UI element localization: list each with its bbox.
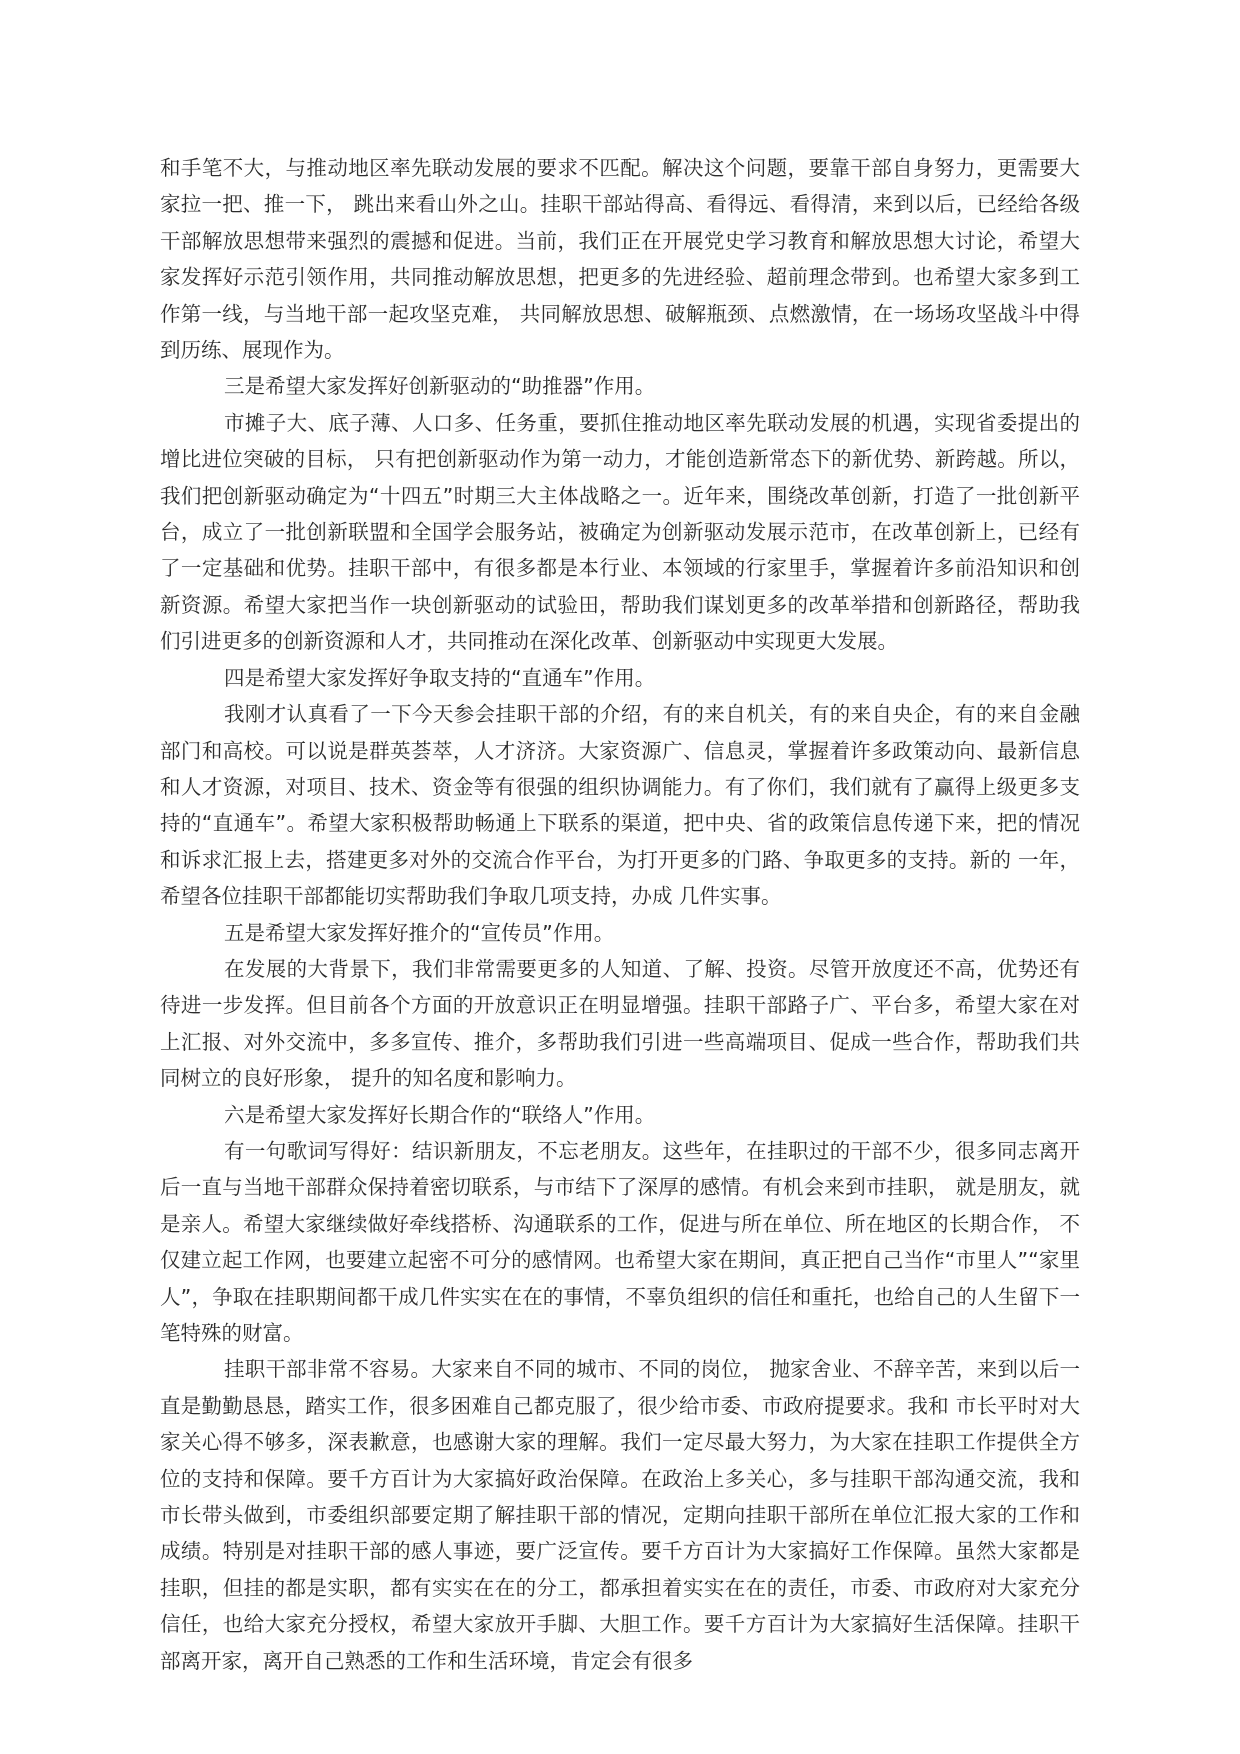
paragraph: 市摊子大、底子薄、人口多、任务重，要抓住推动地区率先联动发展的机遇，实现省委提出的增比进位突破的目标， 只有把创新驱动作为第一动力，才能创造新常态下的新优势、新跨越。所以，我们把创新驱动确定为“十四五”时期三大主体战略之一。近年来，围绕改革创新，打造了一批创新平台，成立了一批创新联盟和全国学会服务站，被确定为创新驱动发展示范市，在改革创新上，已经有了一定基础和优势。挂职干部中，有很多都是本行业、本领域的行家里手，掌握着许多前沿知识和创新资源。希望大家把当作一块创新驱动的试验田，帮助我们谋划更多的改革举措和创新路径，帮助我们引进更多的创新资源和人才，共同推动在深化改革、创新驱动中实现更大发展。 <box>160 410 1080 654</box>
section-heading-innovation: 三是希望大家发挥好创新驱动的“助推器”作用。 <box>224 374 656 399</box>
section-heading-liaison: 六是希望大家发挥好长期合作的“联络人”作用。 <box>224 1102 656 1127</box>
paragraph: 挂职干部非常不容易。大家来自不同的城市、不同的岗位， 抛家舍业、不辞辛苦，来到以后一直是勤勤恳恳，踏实工作，很多困难自己都克服了，很少给市委、市政府提要求。我和 市长平时对大家关心得不够多，深表歉意，也感谢大家的理解。我们一定尽最大努力，为大家在挂职工作提供全方位的支持和保障。要千方百计为大家搞好政治保障。在政治上多关心，多与挂职干部沟通交流，我和 市长带头做到，市委组织部要定期了解挂职干部的情况，定期向挂职干部所在单位汇报大家的工作和成绩。特别是对挂职干部的感人事迹，要广泛宣传。要千方百计为大家搞好工作保障。虽然大家都是挂职，但挂的都是实职，都有实实在在的分工，都承担着实实在在的责任，市委、市政府对大家充分信任，也给大家充分授权，希望大家放开手脚、大胆工作。要千方百计为大家搞好生活保障。挂职干部离开家，离开自己熟悉的工作和生活环境，肯定会有很多 <box>160 1357 1080 1673</box>
paragraph: 和手笔不大，与推动地区率先联动发展的要求不匹配。解决这个问题，要靠干部自身努力，更需要大家拉一把、推一下， 跳出来看山外之山。挂职干部站得高、看得远、看得清，来到以后，已经给各级干部解放思想带来强烈的震撼和促进。当前，我们正在开展党史学习教育和解放思想大讨论，希望大家发挥好示范引领作用，共同推动解放思想，把更多的先进经验、超前理念带到。也希望大家多到工作第一线，与当地干部一起攻坚克难， 共同解放思想、破解瓶颈、点燃激情，在一场场攻坚战斗中得到历练、展现作为。 <box>160 156 1080 363</box>
section-heading-support: 四是希望大家发挥好争取支持的“直通车”作用。 <box>224 665 656 690</box>
section-heading-promotion: 五是希望大家发挥好推介的“宣传员”作用。 <box>224 920 615 945</box>
paragraph: 有一句歌词写得好：结识新朋友，不忘老朋友。这些年，在挂职过的干部不少，很多同志离开后一直与当地干部群众保持着密切联系，与市结下了深厚的感情。有机会来到市挂职， 就是朋友，就是亲人。希望大家继续做好牵线搭桥、沟通联系的工作，促进与所在单位、所在地区的长期合作， 不仅建立起工作网，也要建立起密不可分的感情网。也希望大家在期间，真正把自己当作“市里人”“家里人”，争取在挂职期间都干成几件实实在在的事情，不辜负组织的信任和重托，也给自己的人生留下一笔特殊的财富。 <box>160 1138 1080 1345</box>
paragraph: 在发展的大背景下，我们非常需要更多的人知道、了解、投资。尽管开放度还不高，优势还有待进一步发挥。但目前各个方面的开放意识正在明显增强。挂职干部路子广、平台多，希望大家在对上汇报、对外交流中，多多宣传、推介，多帮助我们引进一些高端项目、促成一些合作，帮助我们共同树立的良好形象， 提升的知名度和影响力。 <box>160 956 1080 1091</box>
paragraph: 我刚才认真看了一下今天参会挂职干部的介绍，有的来自机关，有的来自央企，有的来自金融部门和高校。可以说是群英荟萃，人才济济。大家资源广、信息灵，掌握着许多政策动向、最新信息和人才资源，对项目、技术、资金等有很强的组织协调能力。有了你们，我们就有了赢得上级更多支持的“直通车”。希望大家积极帮助畅通上下联系的渠道，把中央、省的政策信息传递下来，把的情况和诉求汇报上去，搭建更多对外的交流合作平台，为打开更多的门路、争取更多的支持。新的 一年，希望各位挂职干部都能切实帮助我们争取几项支持，办成 几件实事。 <box>160 702 1080 909</box>
document-body <box>160 150 1080 1679</box>
